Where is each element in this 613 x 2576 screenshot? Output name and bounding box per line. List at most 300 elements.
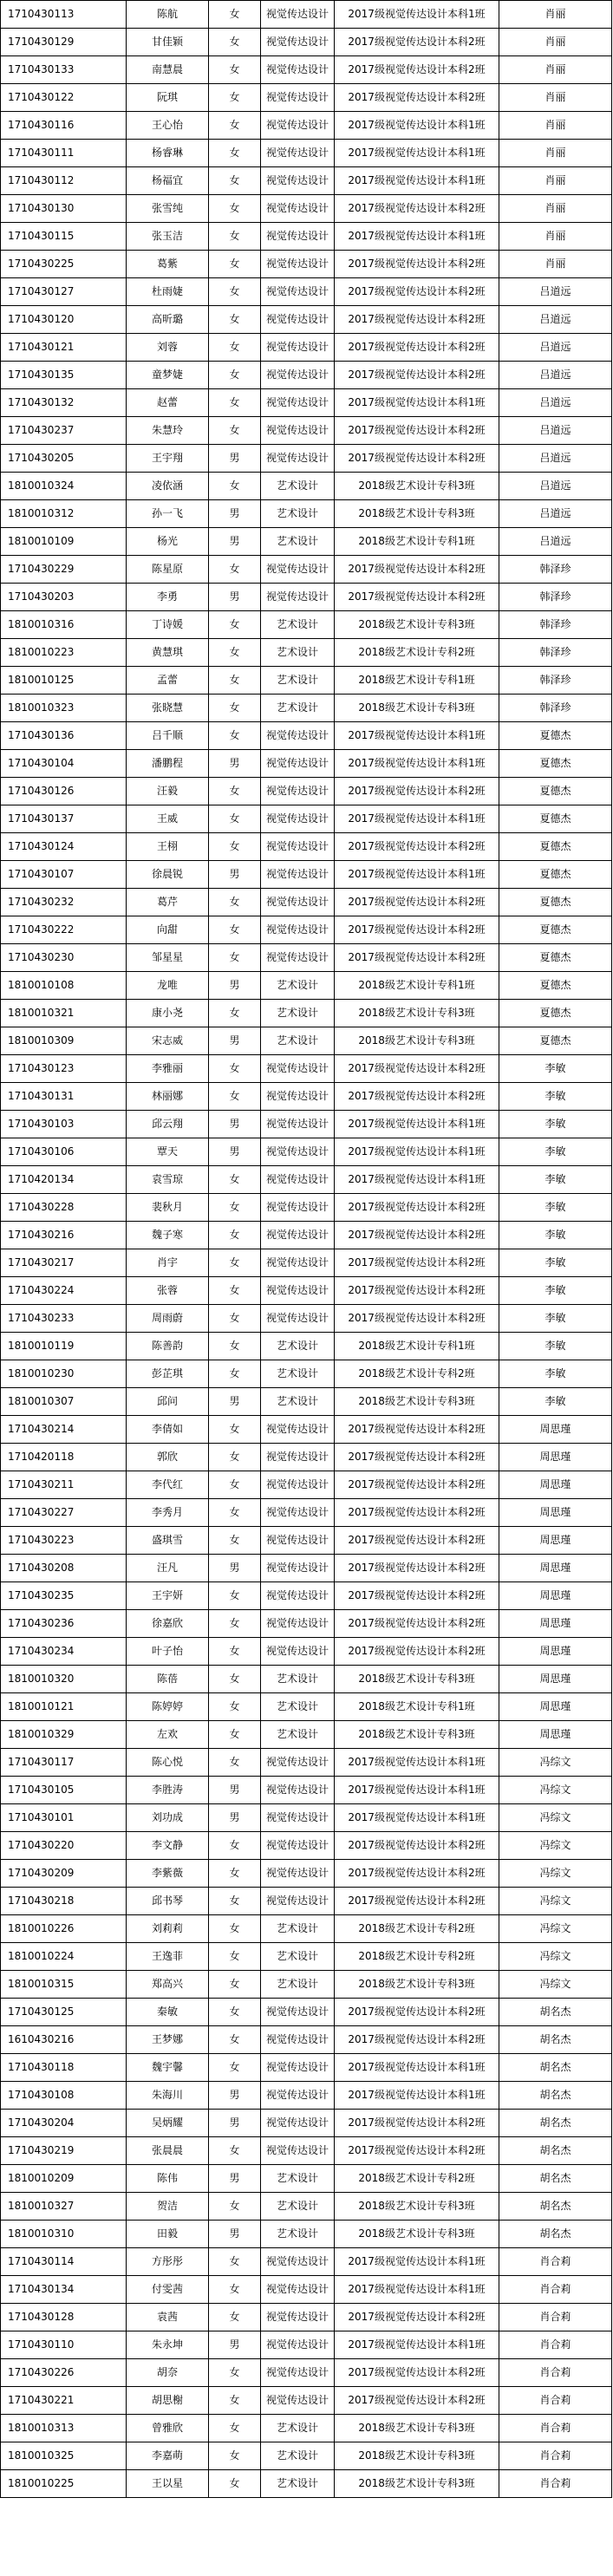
class-cell: 2017级视觉传达设计本科1班 bbox=[335, 2248, 499, 2276]
table-row bbox=[1, 916, 612, 944]
table-row bbox=[1, 2054, 612, 2082]
student-id-cell: 1810010327 bbox=[1, 2193, 127, 2221]
class-cell: 2017级视觉传达设计本科1班 bbox=[335, 1777, 499, 1804]
major-cell: 视觉传达设计 bbox=[261, 1777, 335, 1804]
major-cell: 视觉传达设计 bbox=[261, 916, 335, 944]
class-cell: 2017级视觉传达设计本科2班 bbox=[335, 889, 499, 916]
table-row bbox=[1, 972, 612, 1000]
table-row bbox=[1, 1, 612, 29]
student-id-cell: 1710430132 bbox=[1, 389, 127, 417]
gender-cell: 男 bbox=[209, 584, 261, 611]
major-cell: 视觉传达设计 bbox=[261, 1860, 335, 1888]
student-id-cell: 1710430222 bbox=[1, 916, 127, 944]
table-row bbox=[1, 417, 612, 445]
advisor-cell: 夏德杰 bbox=[499, 722, 612, 750]
class-cell: 2017级视觉传达设计本科2班 bbox=[335, 2359, 499, 2387]
name-cell: 郑高兴 bbox=[127, 1971, 209, 1999]
name-cell: 孙一飞 bbox=[127, 500, 209, 528]
table-row bbox=[1, 1582, 612, 1610]
gender-cell: 女 bbox=[209, 1721, 261, 1749]
name-cell: 汪毅 bbox=[127, 778, 209, 805]
class-cell: 2017级视觉传达设计本科2班 bbox=[335, 334, 499, 362]
name-cell: 向甜 bbox=[127, 916, 209, 944]
name-cell: 王宇翔 bbox=[127, 445, 209, 473]
class-cell: 2018级艺术设计专科3班 bbox=[335, 1971, 499, 1999]
name-cell: 陈伟 bbox=[127, 2165, 209, 2193]
major-cell: 视觉传达设计 bbox=[261, 306, 335, 334]
class-cell: 2017级视觉传达设计本科1班 bbox=[335, 2276, 499, 2304]
class-cell: 2017级视觉传达设计本科1班 bbox=[335, 223, 499, 251]
gender-cell: 女 bbox=[209, 251, 261, 278]
class-cell: 2017级视觉传达设计本科2班 bbox=[335, 1277, 499, 1305]
advisor-cell: 吕道远 bbox=[499, 306, 612, 334]
class-cell: 2017级视觉传达设计本科1班 bbox=[335, 722, 499, 750]
major-cell: 视觉传达设计 bbox=[261, 1832, 335, 1860]
table-row bbox=[1, 1777, 612, 1804]
advisor-cell: 周思瑾 bbox=[499, 1444, 612, 1471]
major-cell: 视觉传达设计 bbox=[261, 1, 335, 29]
gender-cell: 女 bbox=[209, 1499, 261, 1527]
table-row bbox=[1, 1527, 612, 1555]
advisor-cell: 李敏 bbox=[499, 1249, 612, 1277]
class-cell: 2017级视觉传达设计本科1班 bbox=[335, 167, 499, 195]
major-cell: 艺术设计 bbox=[261, 1666, 335, 1693]
name-cell: 袁雪琼 bbox=[127, 1166, 209, 1194]
advisor-cell: 李敏 bbox=[499, 1138, 612, 1166]
name-cell: 袁茜 bbox=[127, 2304, 209, 2331]
student-id-cell: 1710430118 bbox=[1, 2054, 127, 2082]
table-row bbox=[1, 2165, 612, 2193]
name-cell: 甘佳颖 bbox=[127, 29, 209, 56]
advisor-cell: 周思瑾 bbox=[499, 1666, 612, 1693]
table-row bbox=[1, 2026, 612, 2054]
advisor-cell: 夏德杰 bbox=[499, 916, 612, 944]
student-id-cell: 1710430111 bbox=[1, 140, 127, 167]
advisor-cell: 肖丽 bbox=[499, 223, 612, 251]
advisor-cell: 胡名杰 bbox=[499, 2082, 612, 2110]
class-cell: 2018级艺术设计专科2班 bbox=[335, 1943, 499, 1971]
major-cell: 艺术设计 bbox=[261, 1693, 335, 1721]
gender-cell: 女 bbox=[209, 1305, 261, 1333]
name-cell: 康小尧 bbox=[127, 1000, 209, 1027]
name-cell: 徐嘉欣 bbox=[127, 1610, 209, 1638]
name-cell: 朱慧玲 bbox=[127, 417, 209, 445]
gender-cell: 女 bbox=[209, 1222, 261, 1249]
name-cell: 陈蓓 bbox=[127, 1666, 209, 1693]
name-cell: 杜雨婕 bbox=[127, 278, 209, 306]
major-cell: 视觉传达设计 bbox=[261, 278, 335, 306]
advisor-cell: 吕道远 bbox=[499, 417, 612, 445]
name-cell: 左欢 bbox=[127, 1721, 209, 1749]
gender-cell: 女 bbox=[209, 1999, 261, 2026]
class-cell: 2017级视觉传达设计本科1班 bbox=[335, 1804, 499, 1832]
class-cell: 2017级视觉传达设计本科2班 bbox=[335, 362, 499, 389]
advisor-cell: 夏德杰 bbox=[499, 889, 612, 916]
advisor-cell: 李敏 bbox=[499, 1277, 612, 1305]
class-cell: 2017级视觉传达设计本科2班 bbox=[335, 1222, 499, 1249]
student-id-cell: 1810010108 bbox=[1, 972, 127, 1000]
student-id-cell: 1710430121 bbox=[1, 334, 127, 362]
student-id-cell: 1710430123 bbox=[1, 1055, 127, 1083]
advisor-cell: 夏德杰 bbox=[499, 750, 612, 778]
major-cell: 视觉传达设计 bbox=[261, 2276, 335, 2304]
advisor-cell: 吕道远 bbox=[499, 445, 612, 473]
student-id-cell: 1710430127 bbox=[1, 278, 127, 306]
class-cell: 2018级艺术设计专科1班 bbox=[335, 972, 499, 1000]
major-cell: 艺术设计 bbox=[261, 2221, 335, 2248]
major-cell: 艺术设计 bbox=[261, 1943, 335, 1971]
class-cell: 2017级视觉传达设计本科2班 bbox=[335, 1499, 499, 1527]
name-cell: 彭芷琪 bbox=[127, 1360, 209, 1388]
student-id-cell: 1710430234 bbox=[1, 1638, 127, 1666]
name-cell: 王逸菲 bbox=[127, 1943, 209, 1971]
advisor-cell: 李敏 bbox=[499, 1388, 612, 1416]
class-cell: 2017级视觉传达设计本科2班 bbox=[335, 84, 499, 112]
major-cell: 艺术设计 bbox=[261, 500, 335, 528]
name-cell: 邹星星 bbox=[127, 944, 209, 972]
class-cell: 2017级视觉传达设计本科1班 bbox=[335, 1138, 499, 1166]
major-cell: 视觉传达设计 bbox=[261, 1166, 335, 1194]
student-id-cell: 1710430221 bbox=[1, 2387, 127, 2415]
name-cell: 肖宇 bbox=[127, 1249, 209, 1277]
student-id-cell: 1710430214 bbox=[1, 1416, 127, 1444]
advisor-cell: 韩泽珍 bbox=[499, 639, 612, 667]
student-id-cell: 1710430236 bbox=[1, 1610, 127, 1638]
gender-cell: 女 bbox=[209, 1638, 261, 1666]
class-cell: 2018级艺术设计专科2班 bbox=[335, 1360, 499, 1388]
class-cell: 2017级视觉传达设计本科1班 bbox=[335, 1, 499, 29]
gender-cell: 女 bbox=[209, 1693, 261, 1721]
gender-cell: 女 bbox=[209, 1444, 261, 1471]
table-row bbox=[1, 334, 612, 362]
student-id-cell: 1710430113 bbox=[1, 1, 127, 29]
table-row bbox=[1, 584, 612, 611]
major-cell: 视觉传达设计 bbox=[261, 722, 335, 750]
gender-cell: 女 bbox=[209, 334, 261, 362]
gender-cell: 女 bbox=[209, 2359, 261, 2387]
student-id-cell: 1810010307 bbox=[1, 1388, 127, 1416]
major-cell: 艺术设计 bbox=[261, 1915, 335, 1943]
class-cell: 2018级艺术设计专科1班 bbox=[335, 1333, 499, 1360]
name-cell: 孟蕾 bbox=[127, 667, 209, 695]
advisor-cell: 韩泽珍 bbox=[499, 695, 612, 722]
advisor-cell: 周思瑾 bbox=[499, 1527, 612, 1555]
major-cell: 视觉传达设计 bbox=[261, 2387, 335, 2415]
student-id-cell: 1710430135 bbox=[1, 362, 127, 389]
advisor-cell: 李敏 bbox=[499, 1305, 612, 1333]
major-cell: 视觉传达设计 bbox=[261, 1444, 335, 1471]
table-row bbox=[1, 889, 612, 916]
student-id-cell: 1810010325 bbox=[1, 2442, 127, 2470]
major-cell: 艺术设计 bbox=[261, 473, 335, 500]
class-cell: 2018级艺术设计专科3班 bbox=[335, 473, 499, 500]
table-row bbox=[1, 1222, 612, 1249]
gender-cell: 女 bbox=[209, 1832, 261, 1860]
class-cell: 2017级视觉传达设计本科2班 bbox=[335, 2387, 499, 2415]
major-cell: 视觉传达设计 bbox=[261, 1499, 335, 1527]
advisor-cell: 肖合莉 bbox=[499, 2276, 612, 2304]
student-id-cell: 1710430233 bbox=[1, 1305, 127, 1333]
gender-cell: 女 bbox=[209, 306, 261, 334]
gender-cell: 男 bbox=[209, 972, 261, 1000]
name-cell: 南慧晨 bbox=[127, 56, 209, 84]
name-cell: 方彤彤 bbox=[127, 2248, 209, 2276]
major-cell: 艺术设计 bbox=[261, 1388, 335, 1416]
name-cell: 宋志威 bbox=[127, 1027, 209, 1055]
class-cell: 2017级视觉传达设计本科2班 bbox=[335, 1416, 499, 1444]
gender-cell: 女 bbox=[209, 944, 261, 972]
gender-cell: 女 bbox=[209, 1, 261, 29]
major-cell: 视觉传达设计 bbox=[261, 1249, 335, 1277]
name-cell: 杨睿琳 bbox=[127, 140, 209, 167]
major-cell: 视觉传达设计 bbox=[261, 1527, 335, 1555]
major-cell: 视觉传达设计 bbox=[261, 1582, 335, 1610]
table-row bbox=[1, 2110, 612, 2137]
major-cell: 视觉传达设计 bbox=[261, 778, 335, 805]
table-row bbox=[1, 611, 612, 639]
table-row bbox=[1, 1721, 612, 1749]
class-cell: 2018级艺术设计专科2班 bbox=[335, 1915, 499, 1943]
major-cell: 视觉传达设计 bbox=[261, 1416, 335, 1444]
advisor-cell: 夏德杰 bbox=[499, 972, 612, 1000]
class-cell: 2017级视觉传达设计本科2班 bbox=[335, 556, 499, 584]
student-id-cell: 1710430117 bbox=[1, 1749, 127, 1777]
advisor-cell: 夏德杰 bbox=[499, 1027, 612, 1055]
major-cell: 艺术设计 bbox=[261, 2193, 335, 2221]
student-id-cell: 1710430103 bbox=[1, 1111, 127, 1138]
table-row bbox=[1, 2193, 612, 2221]
table-row bbox=[1, 1388, 612, 1416]
student-id-cell: 1810010125 bbox=[1, 667, 127, 695]
major-cell: 视觉传达设计 bbox=[261, 1194, 335, 1222]
advisor-cell: 李敏 bbox=[499, 1360, 612, 1388]
major-cell: 视觉传达设计 bbox=[261, 362, 335, 389]
major-cell: 视觉传达设计 bbox=[261, 805, 335, 833]
major-cell: 艺术设计 bbox=[261, 667, 335, 695]
table-row bbox=[1, 1416, 612, 1444]
table-row bbox=[1, 1055, 612, 1083]
gender-cell: 女 bbox=[209, 2248, 261, 2276]
table-row bbox=[1, 778, 612, 805]
table-row bbox=[1, 1277, 612, 1305]
gender-cell: 女 bbox=[209, 2304, 261, 2331]
gender-cell: 女 bbox=[209, 611, 261, 639]
name-cell: 高昕璐 bbox=[127, 306, 209, 334]
student-id-cell: 1710430226 bbox=[1, 2359, 127, 2387]
major-cell: 艺术设计 bbox=[261, 1721, 335, 1749]
advisor-cell: 肖丽 bbox=[499, 167, 612, 195]
table-row bbox=[1, 306, 612, 334]
name-cell: 郭欣 bbox=[127, 1444, 209, 1471]
advisor-cell: 韩泽珍 bbox=[499, 667, 612, 695]
student-id-cell: 1710430225 bbox=[1, 251, 127, 278]
major-cell: 视觉传达设计 bbox=[261, 1305, 335, 1333]
student-id-cell: 1810010310 bbox=[1, 2221, 127, 2248]
table-row bbox=[1, 2442, 612, 2470]
class-cell: 2017级视觉传达设计本科1班 bbox=[335, 1749, 499, 1777]
table-row bbox=[1, 1083, 612, 1111]
advisor-cell: 吕道远 bbox=[499, 389, 612, 417]
name-cell: 李文静 bbox=[127, 1832, 209, 1860]
gender-cell: 女 bbox=[209, 889, 261, 916]
student-id-cell: 1710430224 bbox=[1, 1277, 127, 1305]
name-cell: 陈婷婷 bbox=[127, 1693, 209, 1721]
gender-cell: 女 bbox=[209, 2026, 261, 2054]
advisor-cell: 肖丽 bbox=[499, 140, 612, 167]
advisor-cell: 肖合莉 bbox=[499, 2331, 612, 2359]
gender-cell: 女 bbox=[209, 278, 261, 306]
name-cell: 吕千顺 bbox=[127, 722, 209, 750]
gender-cell: 女 bbox=[209, 1277, 261, 1305]
gender-cell: 男 bbox=[209, 1388, 261, 1416]
gender-cell: 女 bbox=[209, 140, 261, 167]
advisor-cell: 吕道远 bbox=[499, 500, 612, 528]
gender-cell: 女 bbox=[209, 639, 261, 667]
name-cell: 邱问 bbox=[127, 1388, 209, 1416]
gender-cell: 女 bbox=[209, 167, 261, 195]
advisor-cell: 周思瑾 bbox=[499, 1721, 612, 1749]
gender-cell: 女 bbox=[209, 112, 261, 140]
advisor-cell: 肖丽 bbox=[499, 1, 612, 29]
gender-cell: 男 bbox=[209, 2331, 261, 2359]
name-cell: 刘莉莉 bbox=[127, 1915, 209, 1943]
major-cell: 视觉传达设计 bbox=[261, 334, 335, 362]
class-cell: 2017级视觉传达设计本科2班 bbox=[335, 2137, 499, 2165]
student-id-cell: 1810010323 bbox=[1, 695, 127, 722]
major-cell: 视觉传达设计 bbox=[261, 2082, 335, 2110]
name-cell: 邱书琴 bbox=[127, 1888, 209, 1915]
gender-cell: 女 bbox=[209, 195, 261, 223]
major-cell: 视觉传达设计 bbox=[261, 1277, 335, 1305]
advisor-cell: 夏德杰 bbox=[499, 778, 612, 805]
gender-cell: 男 bbox=[209, 2165, 261, 2193]
major-cell: 视觉传达设计 bbox=[261, 556, 335, 584]
gender-cell: 女 bbox=[209, 1166, 261, 1194]
class-cell: 2018级艺术设计专科3班 bbox=[335, 695, 499, 722]
advisor-cell: 胡名杰 bbox=[499, 2026, 612, 2054]
table-row bbox=[1, 1305, 612, 1333]
advisor-cell: 胡名杰 bbox=[499, 1999, 612, 2026]
gender-cell: 男 bbox=[209, 1138, 261, 1166]
gender-cell: 男 bbox=[209, 2110, 261, 2137]
class-cell: 2017级视觉传达设计本科2班 bbox=[335, 1444, 499, 1471]
advisor-cell: 冯综文 bbox=[499, 1777, 612, 1804]
advisor-cell: 肖丽 bbox=[499, 195, 612, 223]
student-id-cell: 1710430131 bbox=[1, 1083, 127, 1111]
student-id-cell: 1810010309 bbox=[1, 1027, 127, 1055]
major-cell: 艺术设计 bbox=[261, 695, 335, 722]
name-cell: 贺洁 bbox=[127, 2193, 209, 2221]
name-cell: 李代红 bbox=[127, 1471, 209, 1499]
student-id-cell: 1710430104 bbox=[1, 750, 127, 778]
name-cell: 覃天 bbox=[127, 1138, 209, 1166]
advisor-cell: 韩泽珍 bbox=[499, 556, 612, 584]
major-cell: 视觉传达设计 bbox=[261, 1222, 335, 1249]
gender-cell: 男 bbox=[209, 500, 261, 528]
table-row bbox=[1, 223, 612, 251]
student-id-cell: 1710430116 bbox=[1, 112, 127, 140]
gender-cell: 女 bbox=[209, 1360, 261, 1388]
student-id-cell: 1710430115 bbox=[1, 223, 127, 251]
advisor-cell: 韩泽珍 bbox=[499, 611, 612, 639]
major-cell: 视觉传达设计 bbox=[261, 1749, 335, 1777]
name-cell: 邱云翔 bbox=[127, 1111, 209, 1138]
major-cell: 视觉传达设计 bbox=[261, 750, 335, 778]
advisor-cell: 胡名杰 bbox=[499, 2054, 612, 2082]
class-cell: 2017级视觉传达设计本科2班 bbox=[335, 1610, 499, 1638]
major-cell: 视觉传达设计 bbox=[261, 584, 335, 611]
major-cell: 视觉传达设计 bbox=[261, 140, 335, 167]
student-id-cell: 1710430223 bbox=[1, 1527, 127, 1555]
advisor-cell: 肖合莉 bbox=[499, 2470, 612, 2498]
gender-cell: 女 bbox=[209, 2054, 261, 2082]
class-cell: 2017级视觉传达设计本科2班 bbox=[335, 29, 499, 56]
table-row bbox=[1, 1249, 612, 1277]
class-cell: 2017级视觉传达设计本科2班 bbox=[335, 445, 499, 473]
gender-cell: 女 bbox=[209, 2442, 261, 2470]
table-row bbox=[1, 722, 612, 750]
gender-cell: 女 bbox=[209, 56, 261, 84]
class-cell: 2018级艺术设计专科1班 bbox=[335, 528, 499, 556]
gender-cell: 女 bbox=[209, 1000, 261, 1027]
student-id-cell: 1710430136 bbox=[1, 722, 127, 750]
gender-cell: 男 bbox=[209, 1111, 261, 1138]
advisor-cell: 肖合莉 bbox=[499, 2415, 612, 2442]
name-cell: 李秀月 bbox=[127, 1499, 209, 1527]
major-cell: 视觉传达设计 bbox=[261, 195, 335, 223]
name-cell: 张玉洁 bbox=[127, 223, 209, 251]
class-cell: 2018级艺术设计专科1班 bbox=[335, 1693, 499, 1721]
table-row bbox=[1, 695, 612, 722]
class-cell: 2017级视觉传达设计本科2班 bbox=[335, 1194, 499, 1222]
class-cell: 2017级视觉传达设计本科2班 bbox=[335, 1083, 499, 1111]
table-row bbox=[1, 195, 612, 223]
table-row bbox=[1, 1693, 612, 1721]
gender-cell: 女 bbox=[209, 1471, 261, 1499]
name-cell: 张蓉 bbox=[127, 1277, 209, 1305]
name-cell: 李勇 bbox=[127, 584, 209, 611]
major-cell: 视觉传达设计 bbox=[261, 1083, 335, 1111]
major-cell: 视觉传达设计 bbox=[261, 2110, 335, 2137]
major-cell: 视觉传达设计 bbox=[261, 1555, 335, 1582]
student-table-body bbox=[1, 1, 612, 2498]
class-cell: 2017级视觉传达设计本科1班 bbox=[335, 861, 499, 889]
major-cell: 视觉传达设计 bbox=[261, 861, 335, 889]
gender-cell: 男 bbox=[209, 861, 261, 889]
name-cell: 林丽娜 bbox=[127, 1083, 209, 1111]
name-cell: 潘鹏程 bbox=[127, 750, 209, 778]
table-row bbox=[1, 1915, 612, 1943]
student-id-cell: 1710430130 bbox=[1, 195, 127, 223]
table-row bbox=[1, 2470, 612, 2498]
advisor-cell: 肖合莉 bbox=[499, 2359, 612, 2387]
advisor-cell: 周思瑾 bbox=[499, 1693, 612, 1721]
advisor-cell: 肖合莉 bbox=[499, 2442, 612, 2470]
class-cell: 2017级视觉传达设计本科1班 bbox=[335, 1111, 499, 1138]
class-cell: 2018级艺术设计专科3班 bbox=[335, 2193, 499, 2221]
class-cell: 2018级艺术设计专科3班 bbox=[335, 1027, 499, 1055]
table-row bbox=[1, 833, 612, 861]
name-cell: 盛琪雪 bbox=[127, 1527, 209, 1555]
table-row bbox=[1, 445, 612, 473]
gender-cell: 女 bbox=[209, 916, 261, 944]
student-id-cell: 1810010315 bbox=[1, 1971, 127, 1999]
advisor-cell: 冯综文 bbox=[499, 1749, 612, 1777]
student-id-cell: 1710430218 bbox=[1, 1888, 127, 1915]
student-id-cell: 1710430101 bbox=[1, 1804, 127, 1832]
student-id-cell: 1710430216 bbox=[1, 1222, 127, 1249]
class-cell: 2017级视觉传达设计本科2班 bbox=[335, 1860, 499, 1888]
